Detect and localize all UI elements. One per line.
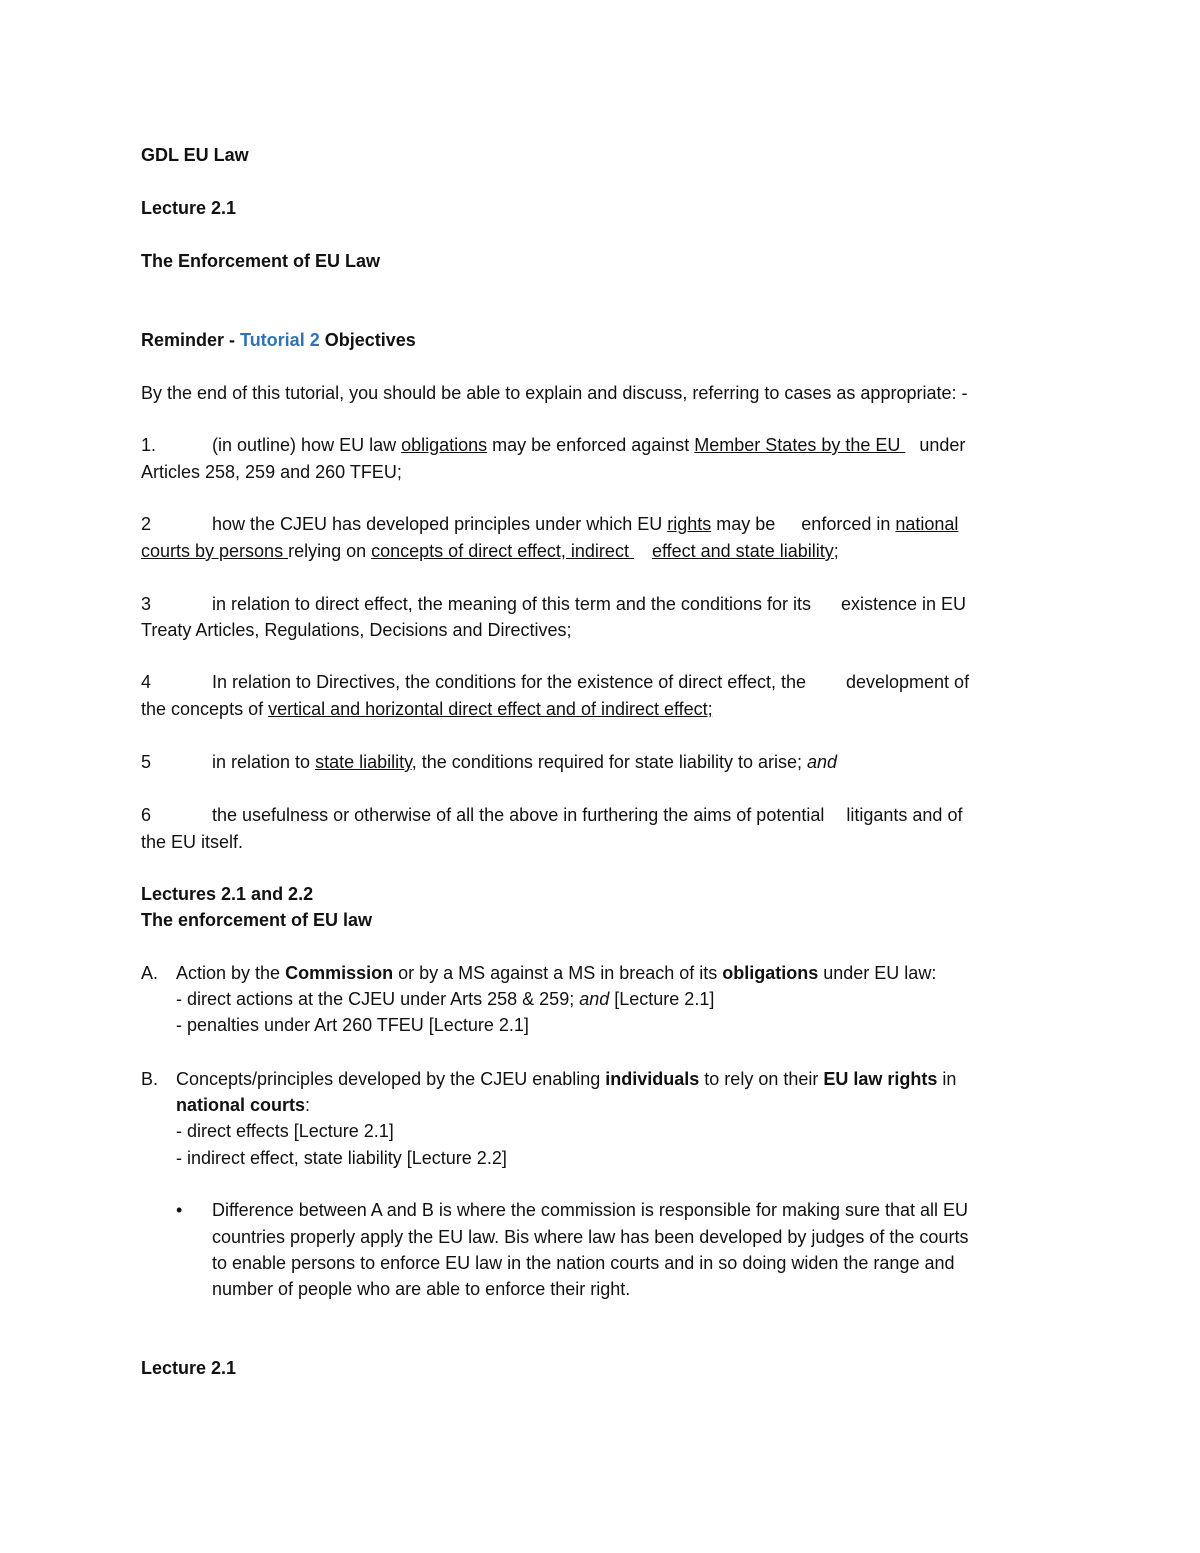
objective-2-line-2 (141, 538, 839, 564)
item-b-sub-1: - direct effects [Lecture 2.1] (176, 1121, 394, 1141)
objective-1-obligations: obligations (401, 435, 488, 455)
objective-5-and: and (806, 752, 838, 772)
objective-4-text-b: development of (845, 672, 970, 692)
note-line-2: countries properly apply the EU law. Bis where law has been developed by judges of the courts (212, 1227, 969, 1247)
objective-2-text-c: may be (711, 514, 776, 534)
objective-2-rights: rights (667, 514, 712, 534)
note-bullet: • (176, 1200, 183, 1220)
objective-5-line-1 (212, 749, 837, 775)
item-a-text-c: or by a MS against a MS in breach of its (393, 963, 723, 983)
item-a-sub-1 (176, 986, 714, 1012)
item-b-letter: B. (141, 1069, 159, 1089)
lectures-heading: Lectures 2.1 and 2.2 (141, 884, 314, 904)
item-a-sub-1-and: and (579, 989, 610, 1009)
document-title: The Enforcement of EU Law (141, 251, 381, 271)
item-a-commission: Commission (285, 963, 394, 983)
item-a-sub-2: - penalties under Art 260 TFEU [Lecture 2.1] (176, 1015, 529, 1035)
objective-2-number: 2 (141, 514, 152, 534)
item-b-text-g: : (305, 1095, 311, 1115)
objective-2-text-g: relying on (288, 541, 372, 561)
reminder-heading (141, 327, 416, 353)
objective-1-line-2: Articles 258, 259 and 260 TFEU; (141, 462, 402, 482)
item-b-text-e: in (937, 1069, 957, 1089)
reminder-prefix: Reminder - (141, 330, 241, 350)
objective-1-member-states: Member States by the EU (694, 435, 906, 455)
item-b-eu-law-rights: EU law rights (823, 1069, 938, 1089)
item-a-line-1 (176, 960, 936, 986)
objective-2-text-j: ; (833, 541, 839, 561)
objective-2-text-a: how the CJEU has developed principles under which EU (212, 514, 668, 534)
note-line-1: Difference between A and B is where the commission is responsible for making sure that all EU (212, 1200, 969, 1220)
objective-6-line-1 (212, 802, 962, 828)
objective-3-line-2: Treaty Articles, Regulations, Decisions and Directives; (141, 620, 572, 640)
objective-2-national: national (895, 514, 959, 534)
objective-4-text-c: the concepts of (141, 699, 269, 719)
objective-2-effect-state-liability: effect and state liability (651, 541, 834, 561)
objective-3-line-1 (212, 591, 966, 617)
objective-3-text-a: in relation to direct effect, the meaning of this term and the conditions for its (212, 594, 811, 614)
objective-5-text-c: , the conditions required for state liability to arise; (411, 752, 807, 772)
objective-1-text-c: may be enforced against (487, 435, 695, 455)
item-b-line-2 (176, 1092, 310, 1118)
item-a-obligations: obligations (722, 963, 819, 983)
item-b-text-a: Concepts/principles developed by the CJEU enabling (176, 1069, 606, 1089)
objective-6-text-a: the usefulness or otherwise of all the above in furthering the aims of potential (212, 805, 825, 825)
objective-1-text-e: under (919, 435, 966, 455)
item-a-text-e: under EU law: (818, 963, 937, 983)
item-a-sub-1-ref: [Lecture 2.1] (609, 989, 715, 1009)
note-line-4: number of people who are able to enforce their right. (212, 1279, 631, 1299)
objective-2-line-1 (212, 511, 958, 537)
objective-4-line-1 (212, 669, 969, 695)
objective-6-text-b: litigants and of (846, 805, 963, 825)
item-b-sub-2: - indirect effect, state liability [Lecture 2.2] (176, 1148, 507, 1168)
note-line-3: to enable persons to enforce EU law in the nation courts and in so doing widen the range and (212, 1253, 955, 1273)
objective-5-number: 5 (141, 752, 152, 772)
objective-2-text-d: enforced in (801, 514, 896, 534)
objective-5-text-a: in relation to (212, 752, 316, 772)
objective-4-line-2 (141, 696, 713, 722)
item-a-letter: A. (141, 963, 159, 983)
item-a-text-a: Action by the (176, 963, 286, 983)
objective-3-number: 3 (141, 594, 152, 614)
objective-2-courts-by-persons: courts by persons (141, 541, 289, 561)
tutorial-link[interactable]: Tutorial 2 (240, 330, 320, 350)
section-heading-lecture: Lecture 2.1 (141, 1358, 237, 1378)
item-b-individuals: individuals (605, 1069, 700, 1089)
objectives-intro: By the end of this tutorial, you should be able to explain and discuss, referring to cases as appropriate: - (141, 383, 968, 403)
lecture-number: Lecture 2.1 (141, 198, 237, 218)
objective-4-text-a: In relation to Directives, the conditions for the existence of direct effect, the (212, 672, 806, 692)
item-b-national-courts: national courts (176, 1095, 306, 1115)
objective-1-number: 1. (141, 435, 157, 455)
course-title: GDL EU Law (141, 145, 249, 165)
item-b-line-1 (176, 1066, 956, 1092)
objective-1-line-1 (212, 432, 965, 458)
objective-2-concepts: concepts of direct effect, indirect (371, 541, 634, 561)
objective-3-text-b: existence in EU (841, 594, 967, 614)
objective-4-vertical-horizontal: vertical and horizontal direct effect and of indirect effect; (268, 699, 713, 719)
objective-6-number: 6 (141, 805, 152, 825)
objective-4-number: 4 (141, 672, 152, 692)
item-a-sub-1-text: - direct actions at the CJEU under Arts 258 & 259; (176, 989, 580, 1009)
objective-5-state-liability: state liability (315, 752, 412, 772)
reminder-suffix: Objectives (319, 330, 416, 350)
lectures-subheading: The enforcement of EU law (141, 910, 373, 930)
objective-1-text-a: (in outline) how EU law (212, 435, 402, 455)
objective-6-line-2: the EU itself. (141, 832, 244, 852)
item-b-text-c: to rely on their (699, 1069, 824, 1089)
